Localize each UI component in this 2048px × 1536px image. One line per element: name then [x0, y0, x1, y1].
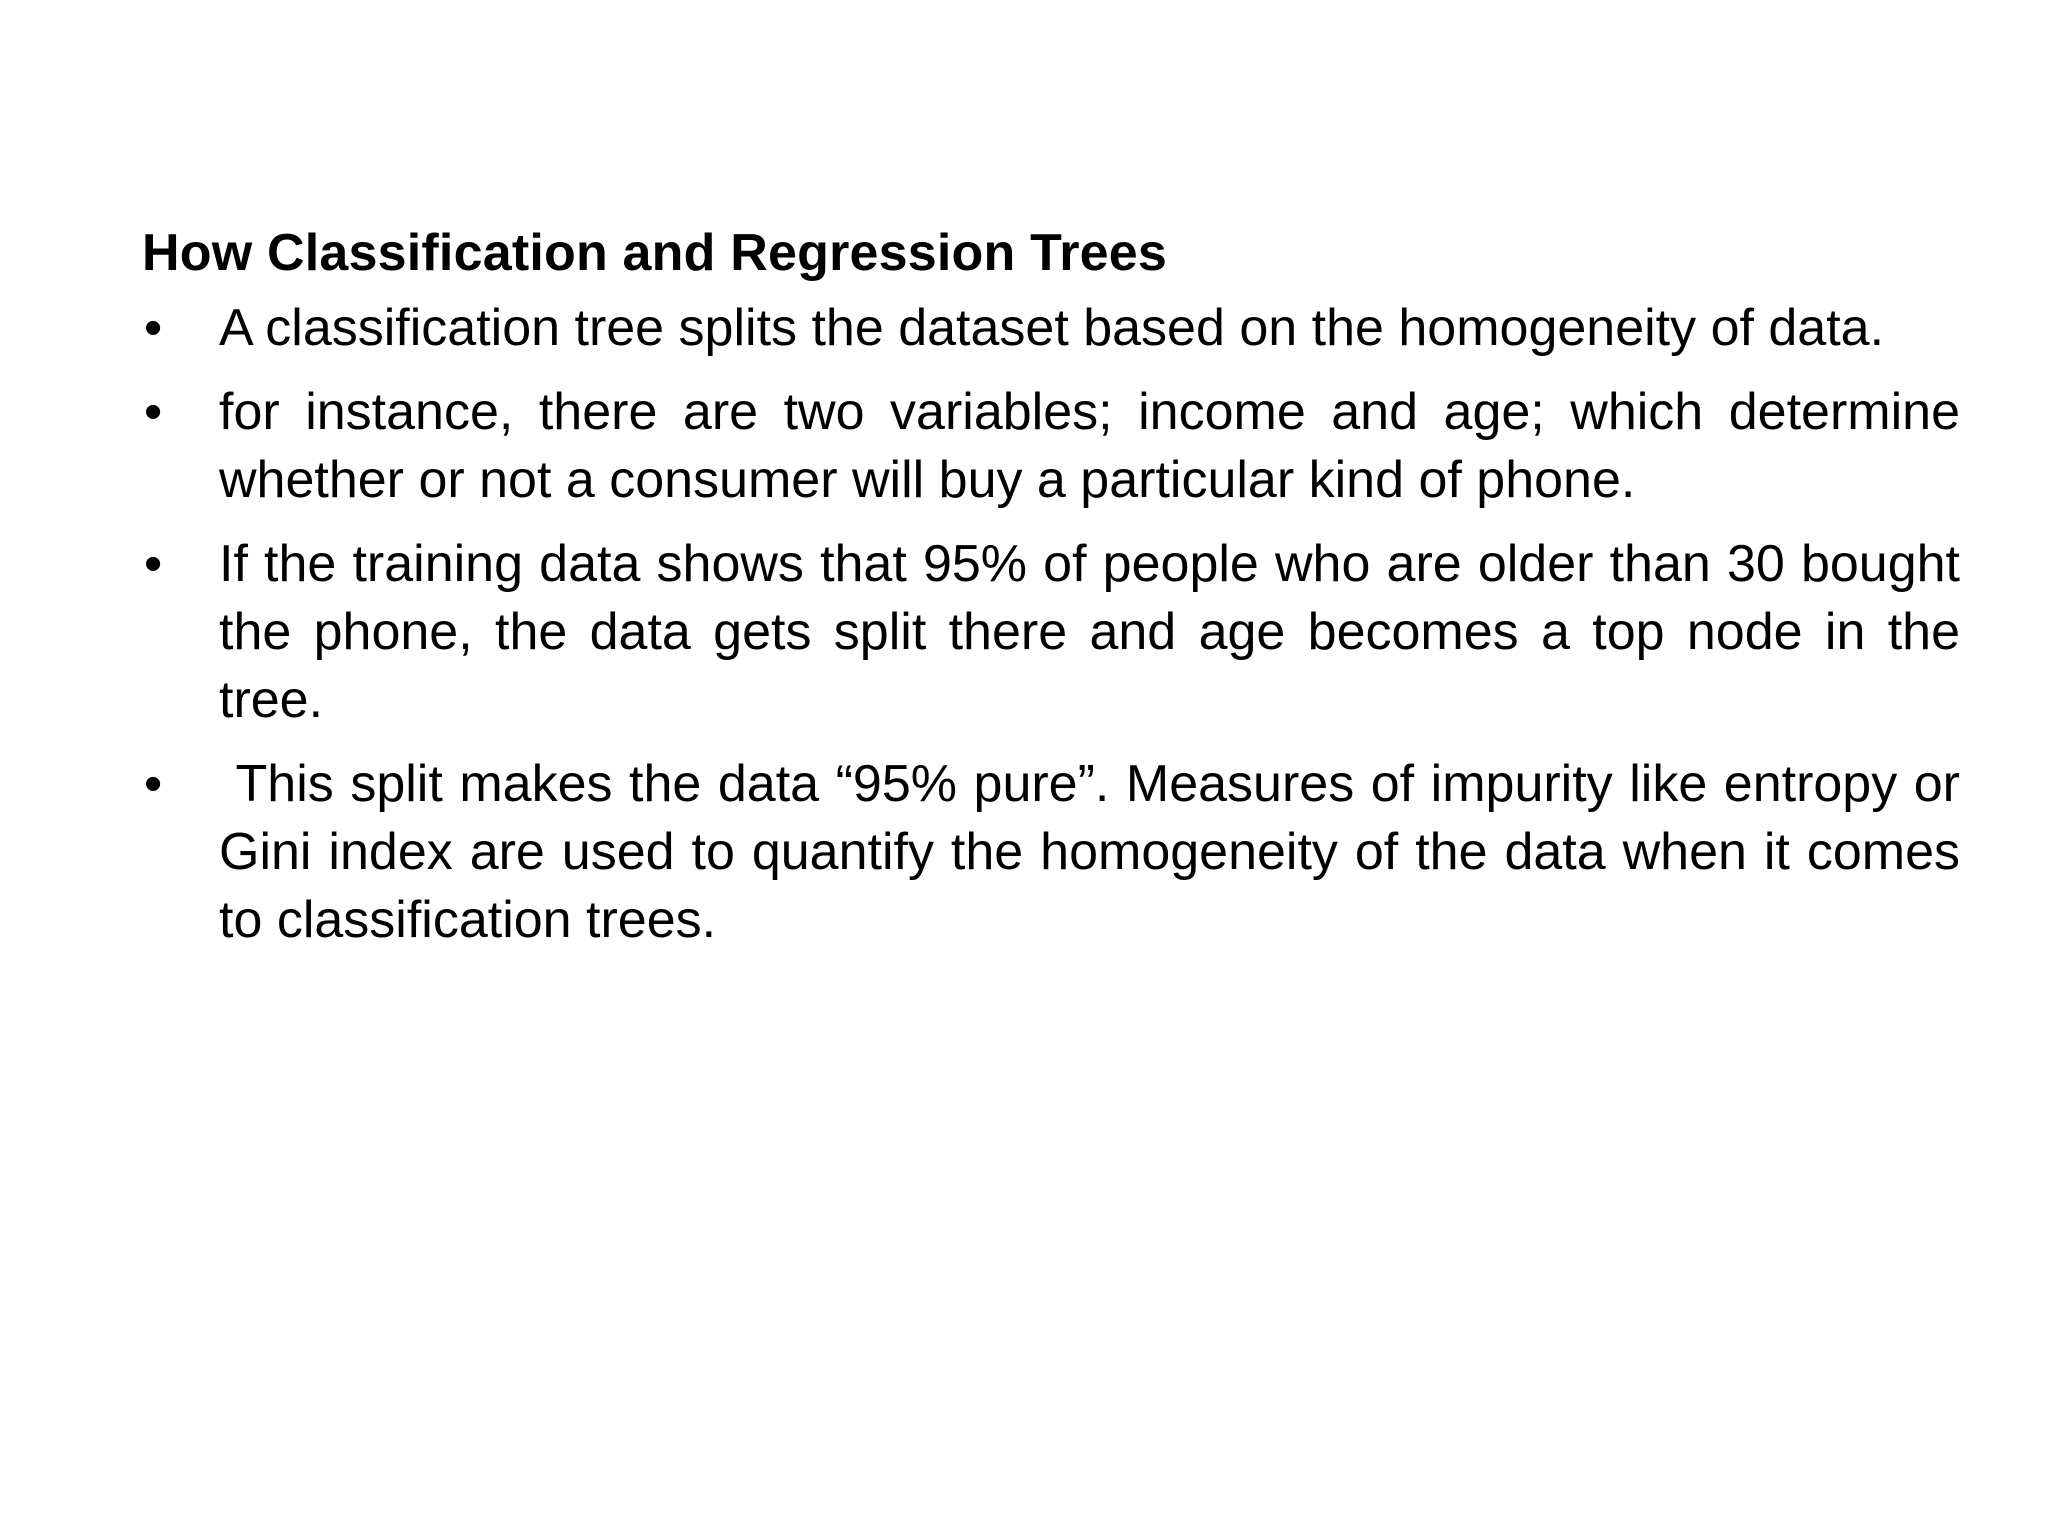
slide-title: How Classification and Regression Trees: [142, 224, 1167, 282]
slide-content: [142, 222, 1975, 970]
bullet-item: [142, 294, 1960, 362]
bullet-dot-icon: •: [144, 755, 163, 813]
bullet-text: If the training data shows that 95% of people who are older than 30 bought the phone, the data gets split there and age becomes a top node in the tree.: [219, 535, 1960, 729]
bullet-dot-icon: •: [144, 535, 163, 593]
bullet-item: [142, 750, 1975, 954]
bullet-dot-icon: •: [144, 383, 163, 441]
bullet-item: [142, 378, 1960, 514]
bullet-text: This split makes the data “95% pure”. Measures of impurity like entropy or Gini index are used to quantify the homogeneity of the data when it comes to classification trees.: [219, 755, 1975, 949]
bullet-text: for instance, there are two variables; income and age; which determine whether or not a consumer will buy a particular kind of phone.: [219, 383, 1960, 509]
bullet-list: [142, 294, 1975, 954]
bullet-dot-icon: •: [144, 299, 163, 357]
bullet-item: [142, 530, 1960, 734]
bullet-text: A classification tree splits the dataset based on the homogeneity of data.: [219, 299, 1885, 357]
